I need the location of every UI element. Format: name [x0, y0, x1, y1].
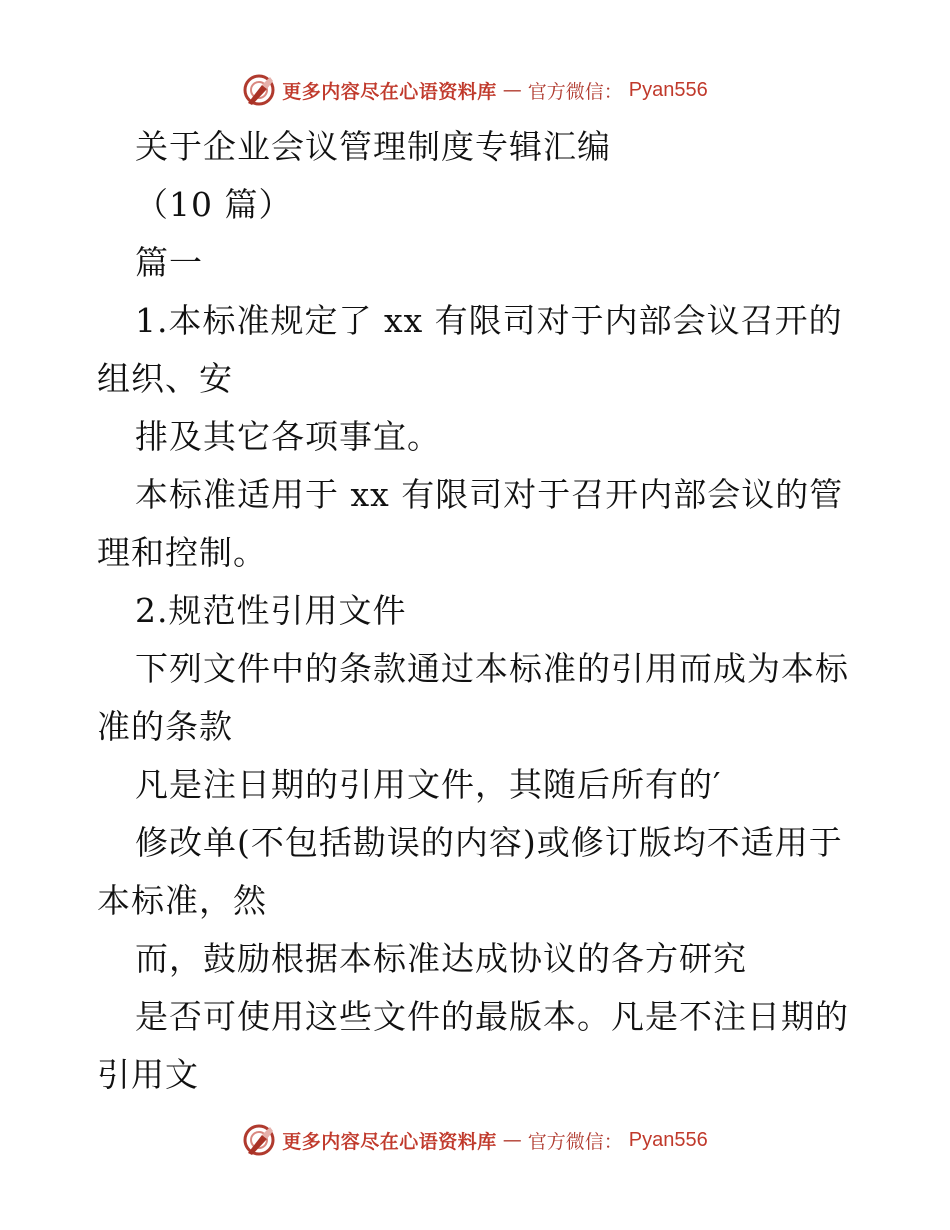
- banner-official-label: 官方微信：: [527, 80, 623, 103]
- text-line: 本标准适用于 xx 有限司对于召开内部会议的管: [135, 475, 844, 514]
- text-line: 组织、安: [97, 359, 233, 398]
- pen-logo-icon: [242, 73, 276, 107]
- document-body: [97, 118, 857, 1104]
- banner-wechat-id: Pyan556: [628, 1128, 708, 1151]
- banner-wechat-id: Pyan556: [628, 78, 708, 101]
- pen-logo-icon: [242, 1123, 276, 1157]
- text-line: 1.本标准规定了 xx 有限司对于内部会议召开的: [135, 301, 843, 340]
- text-line: 本标准，然: [97, 881, 267, 920]
- text-line: 下列文件中的条款通过本标准的引用而成为本标: [135, 649, 849, 688]
- text-line: 凡是注日期的引用文件，其随后所有的′: [135, 765, 722, 804]
- text-line: 修改单(不包括勘误的内容)或修订版均不适用于: [135, 823, 843, 862]
- text-line: 2.规范性引用文件: [135, 591, 407, 630]
- banner-official-label: 官方微信：: [527, 1130, 623, 1153]
- header-banner: [0, 70, 950, 110]
- footer-banner: [0, 1120, 950, 1160]
- text-line: 是否可使用这些文件的最版本。凡是不注日期的: [135, 997, 849, 1036]
- text-line: （10 篇）: [135, 185, 293, 224]
- banner-dash: —: [502, 79, 522, 101]
- text-line: 排及其它各项事宜。: [135, 417, 441, 456]
- text-line: 准的条款: [97, 707, 233, 746]
- banner-dash: —: [502, 1129, 522, 1151]
- text-line: 引用文: [97, 1055, 199, 1094]
- text-line: 而，鼓励根据本标准达成协议的各方研究: [135, 939, 747, 978]
- banner-text: 更多内容尽在心语资料库: [282, 80, 497, 103]
- text-line: 理和控制。: [97, 533, 267, 572]
- text-line: 关于企业会议管理制度专辑汇编: [135, 127, 611, 166]
- text-line: 篇一: [135, 243, 203, 282]
- banner-text: 更多内容尽在心语资料库: [282, 1130, 497, 1153]
